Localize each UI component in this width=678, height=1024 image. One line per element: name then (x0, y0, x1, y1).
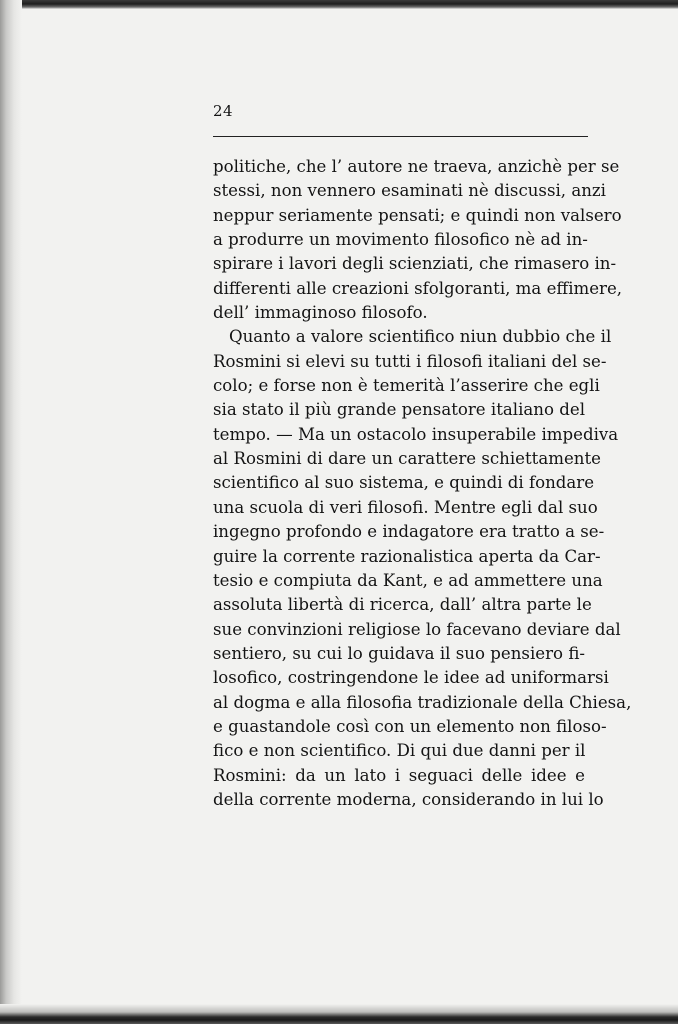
body-text (213, 155, 632, 812)
text-line: assoluta libertà di ricerca, dall’ altra parte le (213, 595, 592, 615)
paragraph-1 (213, 155, 623, 325)
text-line: al Rosmini di dare un carattere schiettamente (213, 449, 601, 469)
text-line: stessi, non vennero esaminati nè discussi, anzi (213, 181, 606, 201)
text-line: sia stato il più grande pensatore italiano del (213, 400, 585, 420)
text-line: differenti alle creazioni sfolgoranti, ma effimere, (213, 278, 623, 298)
page-bottom-edge (0, 1004, 678, 1024)
text-line: della corrente moderna, considerando in lui lo (213, 789, 604, 809)
text-line: ingegno profondo e indagatore era tratto a se- (213, 522, 605, 542)
text-line: al dogma e alla filosofia tradizionale della Chiesa, (213, 692, 632, 712)
text-line: spirare i lavori degli scienziati, che rimasero in- (213, 254, 617, 274)
text-line: tesio e compiuta da Kant, e ad ammettere una (213, 570, 603, 590)
header-rule (213, 136, 588, 137)
text-line: Rosmini: da un lato i seguaci delle idee e (213, 765, 585, 785)
text-line: neppur seriamente pensati; e quindi non valsero (213, 205, 622, 225)
text-line: scientifico al suo sistema, e quindi di fondare (213, 473, 595, 493)
page-number: 24 (213, 102, 234, 120)
text-line: Quanto a valore scientifico niun dubbio che il (229, 327, 612, 347)
text-line: tempo. — Ma un ostacolo insuperabile impediva (213, 424, 619, 444)
paragraph-2 (213, 325, 632, 812)
text-line: dell’ immaginoso filosofo. (213, 303, 428, 323)
text-line: Rosmini si elevi su tutti i filosofi italiani del se- (213, 351, 607, 371)
text-line: fico e non scientifico. Di qui due danni per il (213, 741, 586, 761)
text-line: sue convinzioni religiose lo facevano deviare dal (213, 619, 621, 639)
text-line: politiche, che l’ autore ne traeva, anzichè per se (213, 157, 620, 176)
text-line: losofico, costringendone le idee ad uniformarsi (213, 668, 609, 688)
text-line: una scuola di veri filosofi. Mentre egli dal suo (213, 497, 598, 517)
text-line: guire la corrente razionalistica aperta da Car- (213, 546, 601, 566)
text-line: e guastandole così con un elemento non filoso- (213, 716, 607, 736)
text-line: colo; e forse non è temerità l’asserire che egli (213, 376, 600, 396)
text-line: a produrre un movimento filosofico nè ad in- (213, 230, 588, 250)
text-line: sentiero, su cui lo guidava il suo pensiero fi- (213, 643, 585, 663)
